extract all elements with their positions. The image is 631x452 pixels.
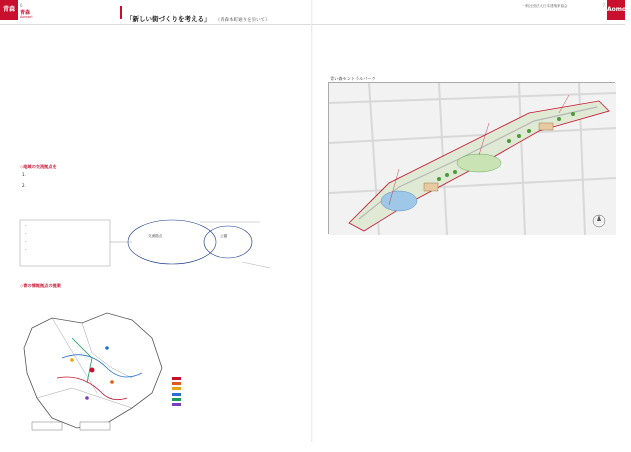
right-page [312,0,631,442]
park-plan-svg [329,83,616,235]
body-line [328,376,615,381]
header-rule [0,24,312,25]
body-line [328,420,615,425]
tree [453,170,457,174]
intro-line [20,73,300,78]
intro-line [20,109,300,114]
legend-swatch [172,393,181,396]
body-line [328,332,615,337]
concept-diagram-svg [20,216,300,274]
legend-swatch [172,398,181,401]
district-name: 青森 [20,10,31,16]
body-line [328,250,615,255]
facility [539,123,553,130]
intro-line [20,58,300,63]
hub-marker [105,346,109,350]
legend-row [172,402,302,407]
body-line [328,351,615,356]
label-box [80,422,110,430]
right-page-number: 7 [602,3,605,8]
hub-marker [110,380,114,384]
article-title [120,6,270,23]
intro-line [20,87,300,92]
intro-line [328,49,613,54]
body-line [328,395,615,400]
body-line [328,389,615,394]
right-tab: Aomori [607,0,625,20]
list-item [22,188,292,193]
body-line [328,288,615,293]
section1-heading: ◇地域の交流拠点を [20,164,57,169]
tree [445,173,449,177]
park-plan-map [328,82,615,234]
body-line [328,294,615,299]
header-rule [312,24,625,25]
body-line [328,439,615,444]
label-box [32,422,62,430]
diagram-item: ・ [24,240,28,244]
diagram-hub-label: 交流拠点 [148,234,163,238]
tree [517,134,521,138]
hub-marker [70,358,74,362]
body-line [328,414,615,419]
tree [437,177,441,181]
park-ellipse [204,226,252,258]
body-line [328,408,615,413]
body-line [328,275,615,280]
pond [381,191,417,211]
body-line [328,244,615,249]
body-line [328,282,615,287]
title-main: 「新しい街づくりを考える」 [126,15,211,23]
body-line [328,401,615,406]
body-line [328,370,615,375]
district-subtitle: Aomori [20,15,33,19]
org-line: 一般社団法人日本建築家協会 [522,4,568,8]
hub-marker [90,368,95,373]
section1-list [22,172,292,194]
body-line [328,307,615,312]
diagram-item: ・ [24,224,28,228]
tree [507,139,511,143]
section2-heading: ◇青の情報拠点の提案 [20,283,61,288]
title-sub: （青森本町通りを歩いて） [215,18,270,23]
facility [424,183,438,191]
legend-swatch [172,382,181,385]
body-line [328,326,615,331]
body-line [328,301,615,306]
intro-line [20,51,300,56]
intro-line [20,44,300,49]
intro-line [20,102,300,107]
body-line [328,364,615,369]
body-line [328,427,615,432]
organization-info [522,4,612,9]
legend-swatch [172,403,181,406]
diagram-park-label: 公園 [220,234,228,238]
body-line [328,345,615,350]
body-line [328,263,615,268]
regional-map-svg [12,298,192,438]
exchange-hub-ellipse [128,220,216,264]
diagram-item: ・ [24,248,28,252]
hub-marker [85,396,89,400]
intro-line [20,80,300,85]
lawn [457,154,501,172]
list-item: 2. [22,182,26,188]
intro-line [20,66,300,71]
intro-text [20,44,300,116]
left-tab: 青森 [0,0,18,20]
body-line [328,338,615,343]
body-line [328,320,615,325]
body-line [328,357,615,362]
diagram-item: ・ [24,232,28,236]
body-line [328,313,615,318]
body-line [328,383,615,388]
tree [571,112,575,116]
map-legend [172,376,302,407]
right-intro [328,44,613,54]
tree [527,129,531,133]
concept-diagram [20,216,300,274]
body-line [328,433,615,438]
body-line [328,257,615,262]
left-bracket [20,220,110,266]
regional-map [12,298,192,438]
legend-swatch [172,387,181,390]
body-line [328,446,615,451]
bottom-leader [242,262,270,268]
body-line [328,269,615,274]
tree [557,117,561,121]
left-page-number: 6 [20,3,23,8]
left-page [0,0,312,442]
list-item: 1. [22,172,26,177]
park-map-title: 青い森セントラルパーク [330,76,376,81]
legend-swatch [172,377,181,380]
intro-line [20,94,300,99]
right-body-text [328,244,615,452]
